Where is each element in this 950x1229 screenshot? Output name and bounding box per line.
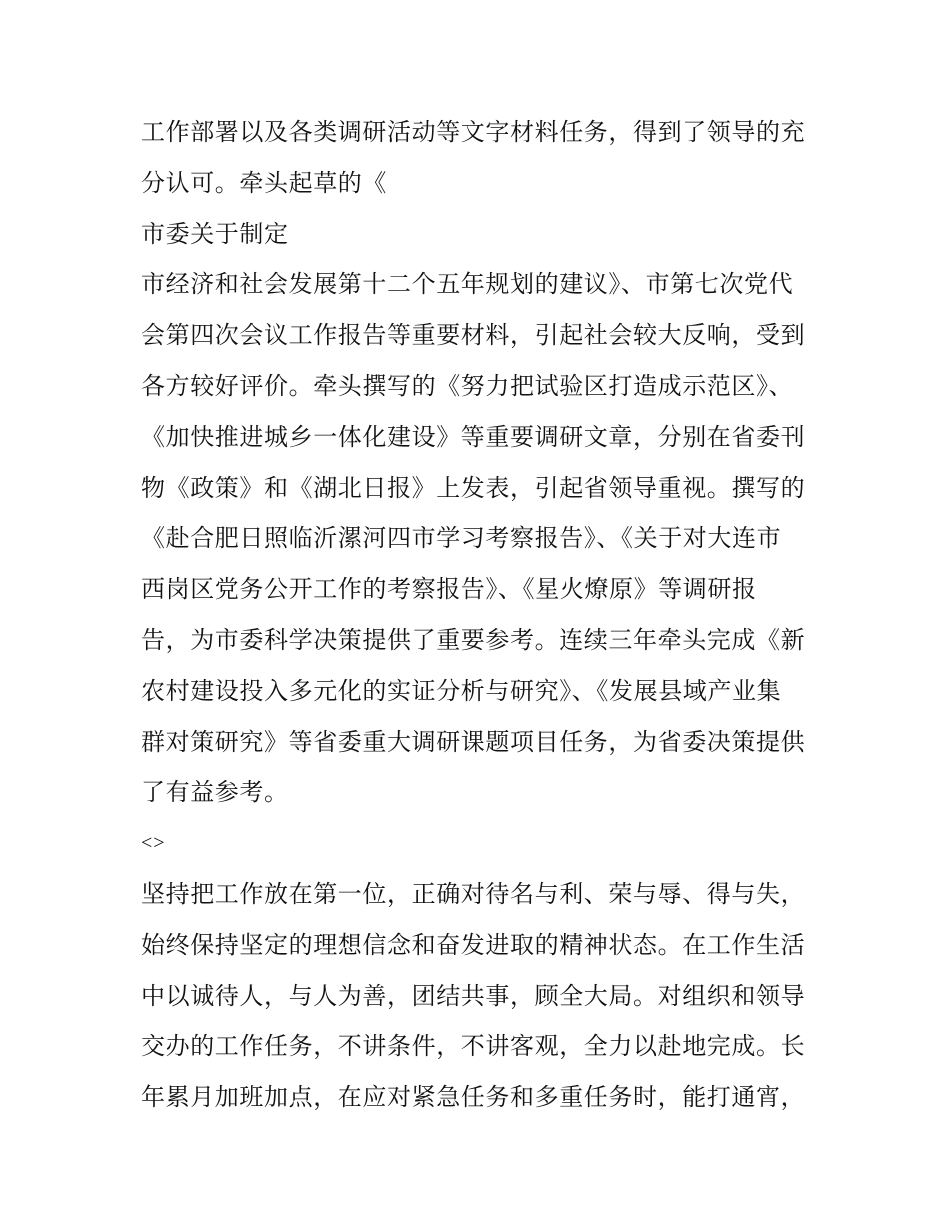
text-line: 分认可。牵头起草的《 [141, 168, 387, 197]
text-line: 群对策研究》等省委重大调研课题项目任务，为省委决策提供 [141, 727, 806, 756]
text-line: 各方较好评价。牵头撰写的《努力把试验区打造成示范区》、 [141, 371, 794, 400]
text-line: 市委关于制定 [141, 219, 289, 248]
text-line: 物《政策》和《湖北日报》上发表，引起省领导重视。撰写的 [141, 473, 806, 502]
text-line: 始终保持坚定的理想信念和奋发进取的精神状态。在工作生活 [141, 930, 806, 959]
text-line: 告，为市委科学决策提供了重要参考。连续三年牵头完成《新 [141, 625, 806, 654]
text-line: 年累月加班加点，在应对紧急任务和多重任务时，能打通宵， [141, 1083, 806, 1112]
text-line: 工作部署以及各类调研活动等文字材料任务，得到了领导的充 [141, 118, 806, 146]
section-marker: <> [141, 832, 166, 855]
text-line: 农村建设投入多元化的实证分析与研究》、《发展县域产业集 [141, 676, 782, 705]
text-line: 中以诚待人，与人为善，团结共事，顾全大局。对组织和领导 [141, 981, 806, 1010]
text-line: 坚持把工作放在第一位，正确对待名与利、荣与辱、得与失， [141, 879, 806, 908]
text-line: 西岗区党务公开工作的考察报告》、《星火燎原》等调研报 [141, 575, 757, 604]
text-line: 交办的工作任务，不讲条件，不讲客观，全力以赴地完成。长 [141, 1032, 806, 1061]
text-line: 《赴合肥日照临沂漯河四市学习考察报告》、《关于对大连市 [141, 524, 782, 553]
text-line: 《加快推进城乡一体化建设》等重要调研文章，分别在省委刊 [141, 422, 806, 451]
text-line: 会第四次会议工作报告等重要材料，引起社会较大反响，受到 [141, 321, 806, 350]
text-line: 了有益参考。 [141, 778, 289, 807]
document-body [141, 107, 813, 1123]
text-line: 市经济和社会发展第十二个五年规划的建议》、市第七次党代 [141, 270, 794, 299]
